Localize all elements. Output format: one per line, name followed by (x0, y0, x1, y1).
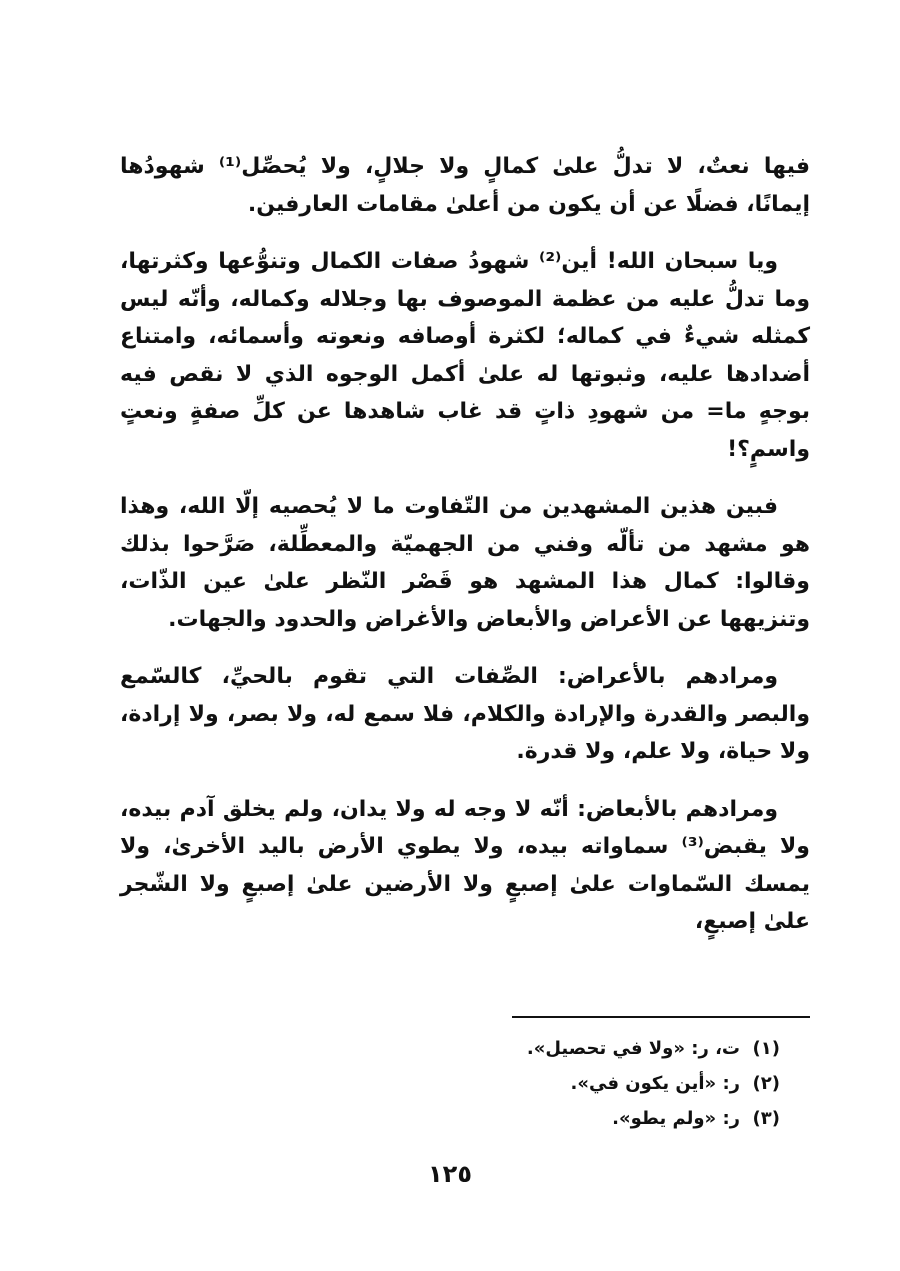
footnote-3-text: ر: «ولم يطو». (612, 1108, 740, 1129)
footnote-1-number: (١) (752, 1038, 780, 1059)
footnote-3 (380, 1101, 780, 1136)
paragraph-4: ومرادهم بالأعراض: الصِّفات التي تقوم بالحيِّ، كالسّمع والبصر والقدرة والإرادة والكلام، فلا سمع له، ولا بصر، ولا إرادة، ولا حياة، ولا علم، ولا قدرة. (120, 664, 810, 764)
paragraph-5: ومرادهم بالأبعاض: أنّه لا وجه له ولا يدان، ولم يخلق آدم بيده، ولا يقبض⁽³⁾ سماواته بيده، ولا يطوي الأرض باليد الأخرىٰ، ولا يمسك السّماوات علىٰ إصبعٍ ولا الأرضين علىٰ إصبعٍ ولا الشّجر علىٰ إصبعٍ، (120, 796, 810, 934)
main-text (120, 148, 810, 961)
footnotes (380, 1031, 780, 1136)
footnote-separator (512, 1016, 810, 1018)
paragraph-2: ويا سبحان الله! أين⁽²⁾ شهودُ صفات الكمال وتنوُّعها وكثرتها، وما تدلُّ عليه من عظمة الموصوف بها وجلاله وكماله، وأنّه ليس كمثله شيءٌ في كماله؛ لكثرة أوصافه ونعوته وأسمائه، وامتناع أضدادها عليه، وثبوتها له علىٰ أكمل الوجوه الذي لا نقص فيه بوجهٍ ما= من شهودِ ذاتٍ قد غاب شاهدها عن كلِّ صفةٍ ونعتٍ واسمٍ؟! (120, 249, 810, 462)
footnote-1-text: ت، ر: «ولا في تحصيل». (526, 1038, 740, 1059)
page-number: ١٢٥ (428, 1160, 472, 1188)
footnote-1 (380, 1031, 780, 1066)
footnote-2-text: ر: «أين يكون في». (570, 1073, 740, 1094)
footnote-3-number: (٣) (752, 1108, 780, 1129)
paragraph-3: فبين هذين المشهدين من التّفاوت ما لا يُحصيه إلّا الله، وهذا هو مشهد من تألّه وفني من الجهميّة والمعطِّلة، صَرَّحوا بذلك وقالوا: كمال هذا المشهد هو قَصْر النّظر علىٰ عين الذّات، وتنزيهها عن الأعراض والأبعاض والأغراض والحدود والجهات. (120, 494, 810, 632)
paragraph-1: فيها نعتٌ، لا تدلُّ علىٰ كمالٍ ولا جلالٍ، ولا يُحصِّل⁽¹⁾ شهودُها إيمانًا، فضلًا عن أن يكون من أعلىٰ مقامات العارفين. (120, 154, 810, 217)
footnote-2 (380, 1066, 780, 1101)
footnote-2-number: (٢) (752, 1073, 780, 1094)
